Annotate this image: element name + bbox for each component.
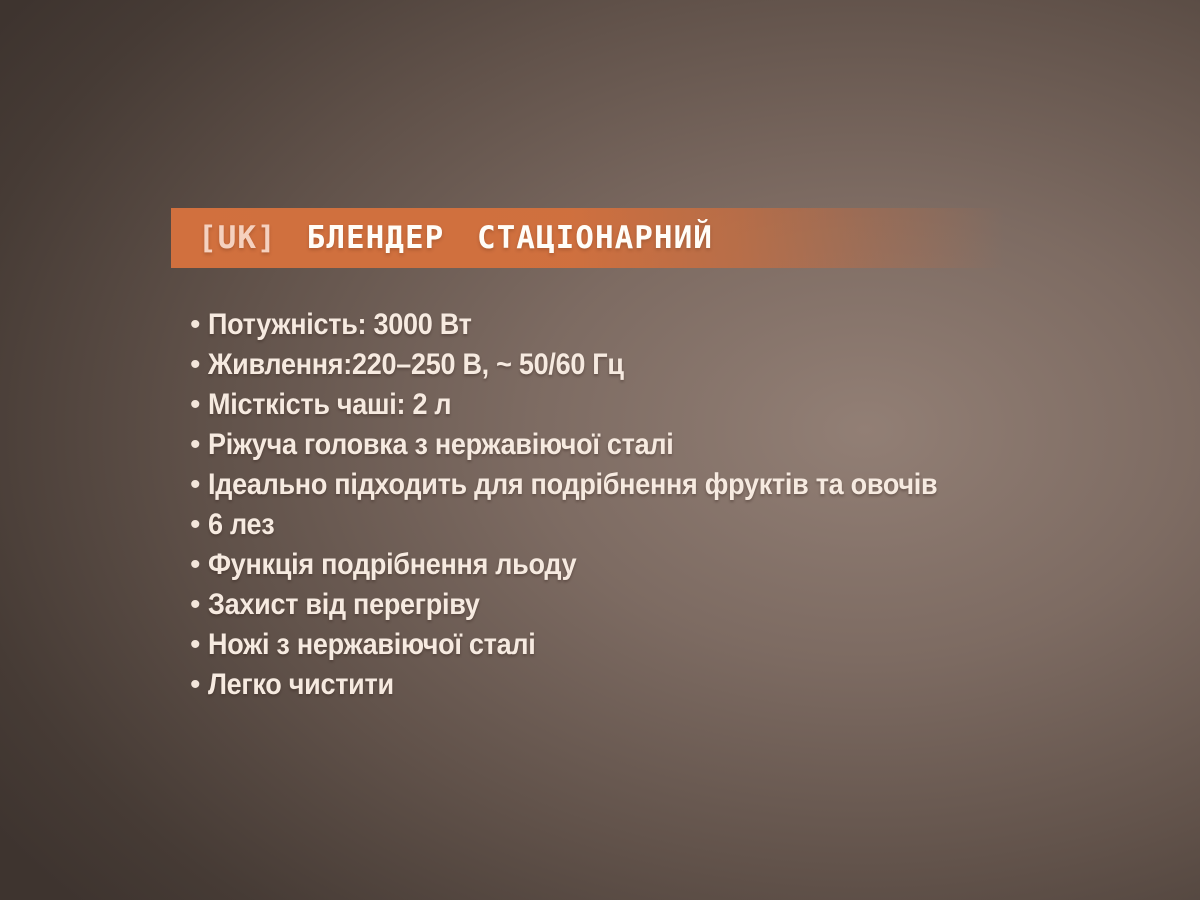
list-item xyxy=(190,425,1018,465)
spec-text: Функція подрібнення льоду xyxy=(208,548,577,581)
list-item xyxy=(190,465,1018,505)
list-item xyxy=(190,385,1018,425)
list-item xyxy=(190,305,1018,345)
list-item xyxy=(190,585,1018,625)
language-tag: [UK] xyxy=(198,220,277,256)
list-item xyxy=(190,665,1018,705)
page-title: БЛЕНДЕР СТАЦІОНАРНИЙ xyxy=(306,220,713,256)
list-item xyxy=(190,345,1018,385)
bullet-dot: • xyxy=(190,428,201,461)
bullet-dot: • xyxy=(190,628,201,661)
spec-text: Легко чистити xyxy=(208,668,394,701)
list-item xyxy=(190,505,1018,545)
bullet-dot: • xyxy=(190,468,201,501)
spec-text: Ідеально підходить для подрібнення фруктів та овочів xyxy=(208,468,938,501)
header-bar xyxy=(171,208,1005,268)
spec-text: Захист від перегріву xyxy=(208,588,480,621)
list-item xyxy=(190,545,1018,585)
spec-list xyxy=(190,305,1018,705)
bullet-dot: • xyxy=(190,668,201,701)
spec-text: Місткість чаші: 2 л xyxy=(208,388,452,421)
bullet-dot: • xyxy=(190,388,201,421)
spec-text: Ріжуча головка з нержавіючої сталі xyxy=(208,428,674,461)
bullet-dot: • xyxy=(190,548,201,581)
bullet-dot: • xyxy=(190,588,201,621)
spec-text: Потужність: 3000 Вт xyxy=(208,308,472,341)
spec-text: Ножі з нержавіючої сталі xyxy=(208,628,536,661)
bullet-dot: • xyxy=(190,308,201,341)
spec-text: Живлення:220–250 В, ~ 50/60 Гц xyxy=(208,348,624,381)
spec-text: 6 лез xyxy=(208,508,275,541)
list-item xyxy=(190,625,1018,665)
bullet-dot: • xyxy=(190,348,201,381)
bullet-dot: • xyxy=(190,508,201,541)
